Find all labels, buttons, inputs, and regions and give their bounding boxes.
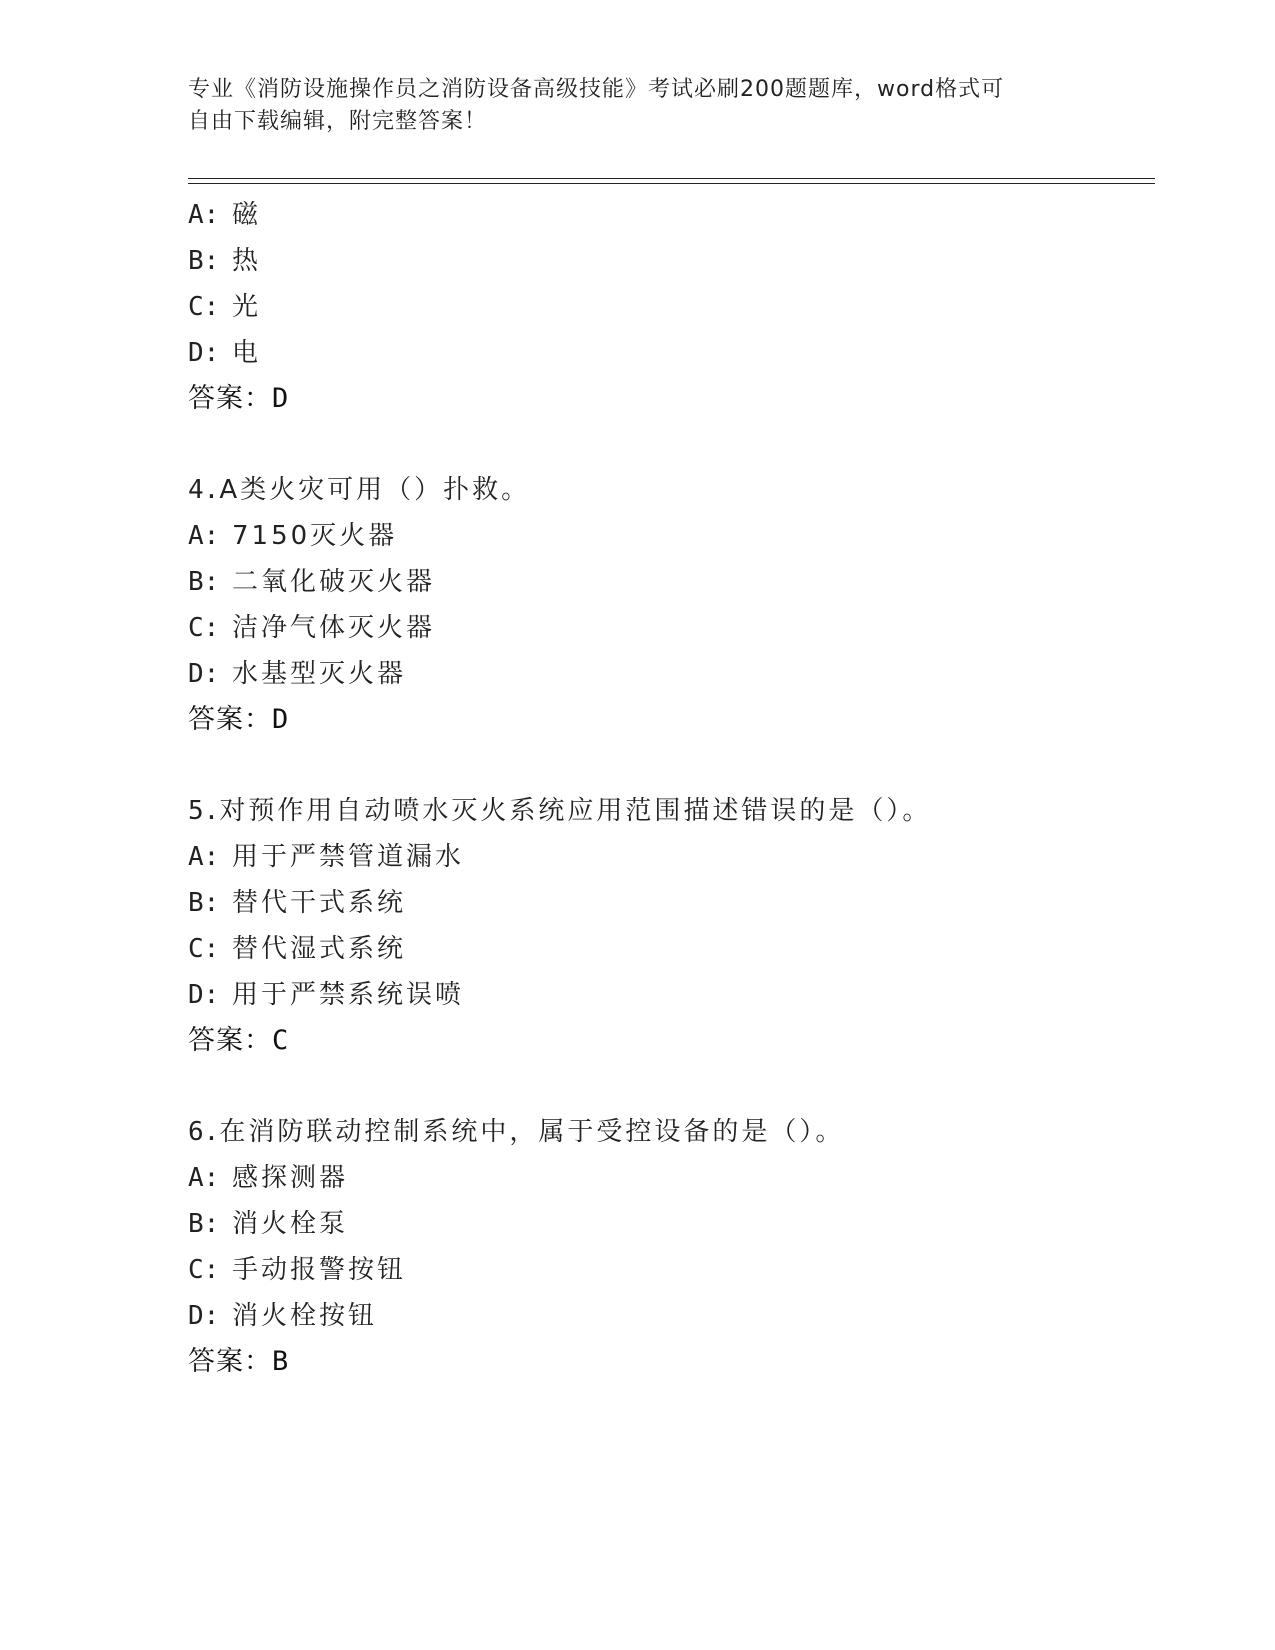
option-a <box>188 834 1148 880</box>
option-b <box>188 1201 1148 1247</box>
header-divider-top <box>188 178 1155 179</box>
option-a <box>188 1155 1148 1201</box>
question-stem <box>188 467 1148 513</box>
option-text: 用于严禁系统误喷 <box>232 980 465 1010</box>
option-text: 消火栓按钮 <box>232 1301 378 1331</box>
option-d <box>188 972 1148 1018</box>
document-header <box>188 74 1068 138</box>
option-label: D: <box>188 338 220 368</box>
answer-line <box>188 697 1148 743</box>
option-label: C: <box>188 292 220 322</box>
header-line-1: 专业《消防设施操作员之消防设备高级技能》考试必刷200题题库，word格式可 <box>188 77 1005 102</box>
question-block-prev <box>188 192 1148 422</box>
option-label: B: <box>188 246 220 276</box>
answer-value: C <box>272 1025 290 1056</box>
option-d <box>188 651 1148 697</box>
option-a <box>188 192 1148 238</box>
option-label: D: <box>188 659 220 689</box>
option-b <box>188 238 1148 284</box>
question-text: A类火灾可用（）扑救。 <box>219 475 531 505</box>
question-stem <box>188 1109 1148 1155</box>
spacer <box>188 1064 1148 1109</box>
answer-label: 答案： <box>188 1346 272 1377</box>
option-text: 用于严禁管道漏水 <box>232 842 465 872</box>
option-label: A: <box>188 1163 220 1193</box>
question-list <box>188 192 1148 1385</box>
answer-label: 答案： <box>188 704 272 735</box>
spacer <box>188 422 1148 467</box>
question-stem <box>188 788 1148 834</box>
option-text: 消火栓泵 <box>232 1209 349 1239</box>
option-label: C: <box>188 613 220 643</box>
question-block-5 <box>188 788 1148 1064</box>
option-text: 替代湿式系统 <box>232 934 407 964</box>
option-label: D: <box>188 980 220 1010</box>
header-divider-bottom <box>188 183 1155 184</box>
option-label: B: <box>188 888 220 918</box>
option-c <box>188 926 1148 972</box>
option-a <box>188 513 1148 559</box>
answer-value: D <box>272 704 290 735</box>
option-label: A: <box>188 842 220 872</box>
option-text: 磁 <box>232 200 262 230</box>
answer-line <box>188 376 1148 422</box>
option-d <box>188 330 1148 376</box>
option-b <box>188 880 1148 926</box>
answer-label: 答案： <box>188 383 272 414</box>
option-text: 替代干式系统 <box>232 888 407 918</box>
answer-label: 答案： <box>188 1025 272 1056</box>
option-c <box>188 284 1148 330</box>
answer-line <box>188 1339 1148 1385</box>
option-label: A: <box>188 200 220 230</box>
option-text: 水基型灭火器 <box>232 659 407 689</box>
option-label: B: <box>188 567 220 597</box>
option-label: C: <box>188 1255 220 1285</box>
question-block-6 <box>188 1109 1148 1385</box>
option-text: 手动报警按钮 <box>232 1255 407 1285</box>
answer-value: B <box>272 1346 290 1377</box>
answer-value: D <box>272 383 290 414</box>
option-label: C: <box>188 934 220 964</box>
option-text: 7150灭火器 <box>232 521 398 551</box>
option-c <box>188 605 1148 651</box>
option-label: B: <box>188 1209 220 1239</box>
option-text: 光 <box>232 292 262 322</box>
option-c <box>188 1247 1148 1293</box>
option-label: D: <box>188 1301 220 1331</box>
question-block-4 <box>188 467 1148 743</box>
option-text: 洁净气体灭火器 <box>232 613 436 643</box>
header-line-2: 自由下载编辑，附完整答案！ <box>188 109 488 134</box>
spacer <box>188 743 1148 788</box>
question-number: 4. <box>188 475 220 505</box>
option-b <box>188 559 1148 605</box>
option-text: 感探测器 <box>232 1163 349 1193</box>
question-number: 5. <box>188 796 220 826</box>
question-number: 6. <box>188 1117 220 1147</box>
answer-line <box>188 1018 1148 1064</box>
option-text: 电 <box>232 338 262 368</box>
question-text: 对预作用自动喷水灭火系统应用范围描述错误的是（）。 <box>219 796 932 826</box>
option-text: 二氧化破灭火器 <box>232 567 436 597</box>
option-text: 热 <box>232 246 262 276</box>
question-text: 在消防联动控制系统中，属于受控设备的是（）。 <box>219 1117 845 1147</box>
option-d <box>188 1293 1148 1339</box>
option-label: A: <box>188 521 220 551</box>
